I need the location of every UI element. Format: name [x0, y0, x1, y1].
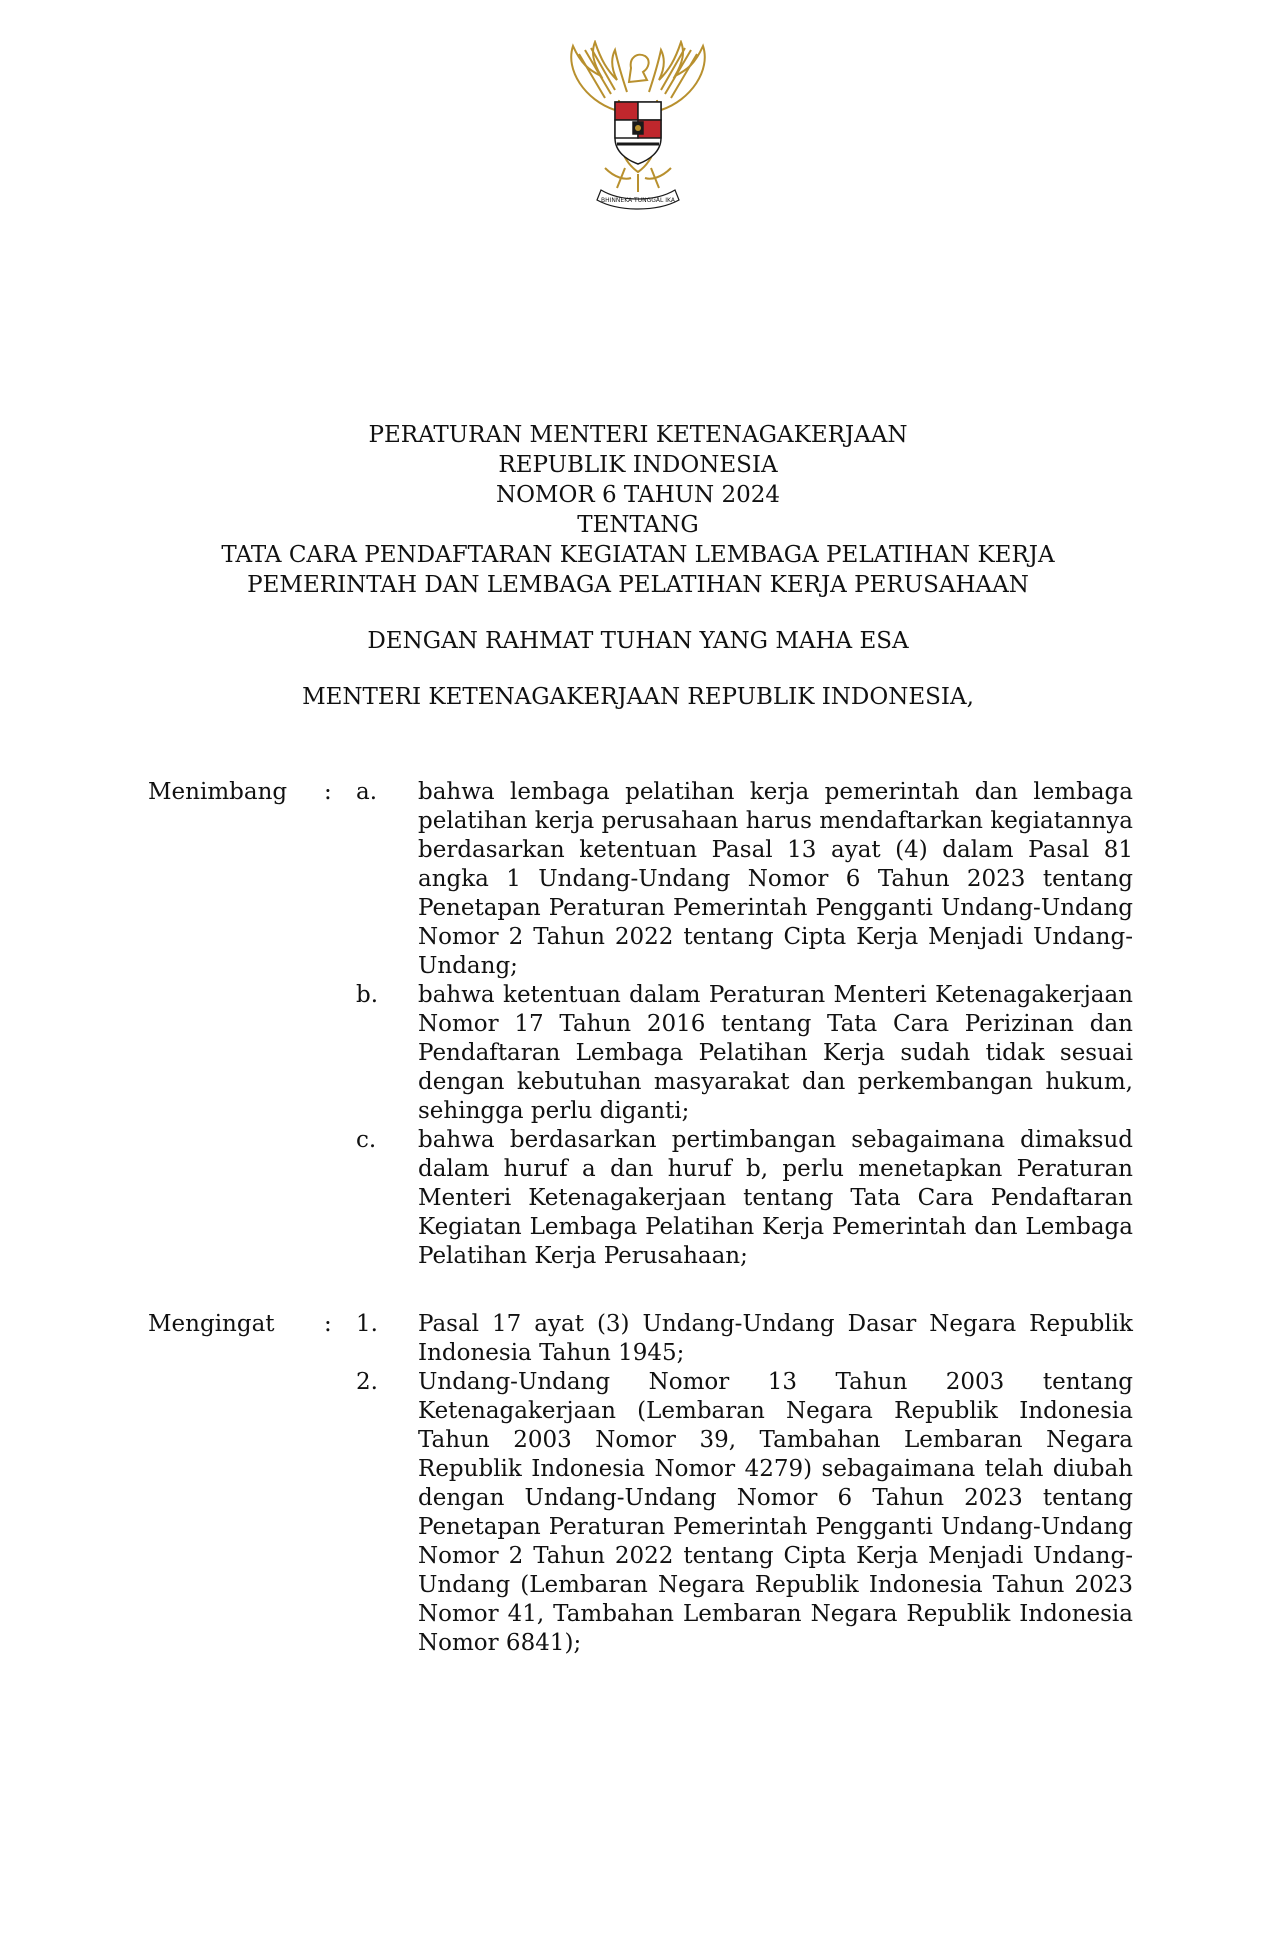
heading-title: PERATURAN MENTERI KETENAGAKERJAAN [368, 422, 908, 448]
item-text: bahwa lembaga pelatihan kerja pemerintah dan lembaga pelatihan kerja perusahaan harus mendaftarkan kegiatannya berdasarkan ketentuan Pasal 13 ayat (4) dalam Pasal 81 angka 1 Undang-Undang Nomor 6 Tahun 2023 tentang Penetapan Peraturan Pemerintah Pengganti Undang-Undang Nomor 2 Tahun 2022 tentang Cipta Kerja Menjadi Undang-Undang; [418, 779, 1133, 979]
menimbang-label: Menimbang [148, 779, 288, 805]
item-text: bahwa ketentuan dalam Peraturan Menteri Ketenagakerjaan Nomor 17 Tahun 2016 tentang Tata Cara Perizinan dan Pendaftaran Lembaga Pelatihan Kerja sudah tidak sesuai dengan kebutuhan masyarakat dan perkembangan hukum, sehingga perlu diganti; [418, 982, 1133, 1124]
item-number: a. [356, 779, 378, 805]
heading-about: TENTANG [577, 512, 699, 538]
item-number: b. [356, 982, 379, 1008]
item-text: Undang-Undang Nomor 13 Tahun 2003 tentang Ketenagakerjaan (Lembaran Negara Republik Indonesia Tahun 2003 Nomor 39, Tambahan Lembaran Negara Republik Indonesia Nomor 4279) sebagaimana telah diubah dengan Undang-Undang Nomor 6 Tahun 2023 tentang Penetapan Peraturan Pemerintah Pengganti Undang-Undang Nomor 2 Tahun 2022 tentang Cipta Kerja Menjadi Undang-Undang (Lembaran Negara Republik Indonesia Tahun 2023 Nomor 41, Tambahan Lembaran Negara Republik Indonesia Nomor 6841); [418, 1369, 1133, 1656]
menimbang-item [148, 778, 1133, 981]
garuda-emblem [545, 40, 731, 216]
menimbang-section [148, 778, 1133, 1271]
item-number: 1. [356, 1311, 378, 1337]
heading-minister: MENTERI KETENAGAKERJAAN REPUBLIK INDONESIA, [302, 684, 974, 710]
heading-subject-line2: PEMERINTAH DAN LEMBAGA PELATIHAN KERJA PERUSAHAAN [247, 572, 1029, 598]
menimbang-item [148, 981, 1133, 1126]
heading-country: REPUBLIK INDONESIA [498, 452, 778, 478]
mengingat-section [148, 1310, 1133, 1658]
mengingat-item [148, 1310, 1133, 1368]
regulation-heading [0, 420, 1276, 712]
menimbang-colon: : [324, 779, 332, 805]
motto-text: BHINNEKA TUNGGAL IKA [601, 197, 675, 204]
item-number: c. [356, 1127, 377, 1153]
heading-number: NOMOR 6 TAHUN 2024 [495, 482, 781, 508]
item-text: bahwa berdasarkan pertimbangan sebagaimana dimaksud dalam huruf a dan huruf b, perlu menetapkan Peraturan Menteri Ketenagakerjaan tentang Tata Cara Pendaftaran Kegiatan Lembaga Pelatihan Kerja Pemerintah dan Lembaga Pelatihan Kerja Perusahaan; [418, 1127, 1133, 1269]
mengingat-colon: : [324, 1311, 332, 1337]
heading-subject-line1: TATA CARA PENDAFTARAN KEGIATAN LEMBAGA PELATIHAN KERJA [221, 542, 1055, 568]
heading-invocation: DENGAN RAHMAT TUHAN YANG MAHA ESA [367, 628, 909, 654]
item-text: Pasal 17 ayat (3) Undang-Undang Dasar Negara Republik Indonesia Tahun 1945; [418, 1311, 1133, 1366]
item-number: 2. [356, 1369, 378, 1395]
mengingat-label: Mengingat [148, 1311, 275, 1337]
mengingat-item [148, 1368, 1133, 1658]
garuda-emblem-icon [545, 40, 731, 216]
menimbang-item [148, 1126, 1133, 1271]
